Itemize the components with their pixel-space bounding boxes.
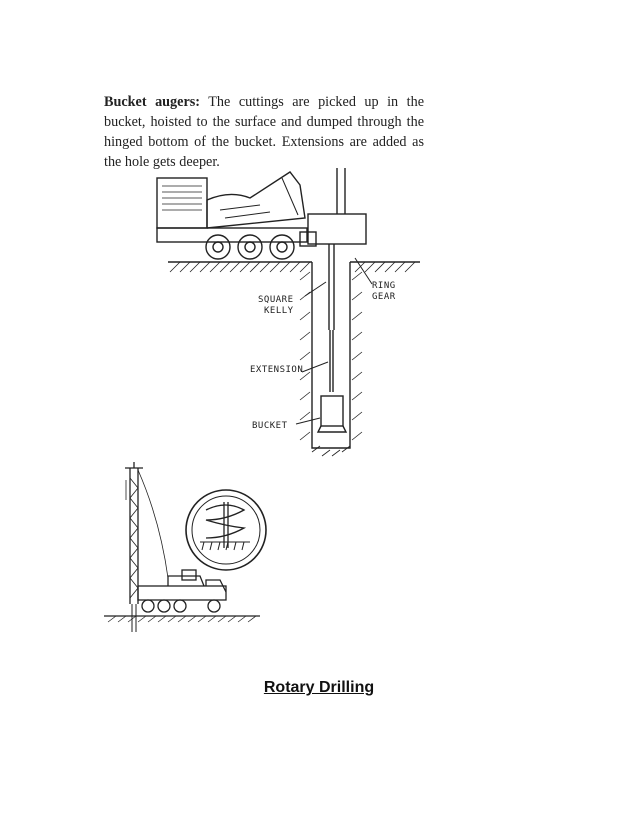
drill-rig-figure [104,462,266,632]
paragraph-body: The cuttings are picked up in the bucket, hoisted to the surface and dumped through the hinged bottom of the bucket. Extensions are added as the hole gets deeper. [104,94,424,171]
truck-cab [157,178,207,228]
truck-wheel-2 [238,235,262,259]
borehole-walls [312,262,350,448]
rig-truck-body [138,586,226,600]
rig-wheel-1 [142,600,154,612]
square-kelly [329,244,334,330]
auger-inset-circle [186,490,266,570]
rig-wheel-3 [174,600,186,612]
truck-wheel-3 [270,235,294,259]
rig-wheel-2 [158,600,170,612]
label-kelly: KELLY [264,306,294,316]
rig-wheel-4 [208,600,220,612]
auger-flight-icon [206,502,244,548]
paragraph-lead: Bucket augers: [104,94,200,111]
figure-caption: Rotary Drilling [263,679,375,696]
label-bucket: BUCKET [252,421,288,431]
auger-bucket [321,396,343,426]
extension-rod [330,330,333,392]
truck-boom [207,172,305,228]
truck-wheel-1 [206,235,230,259]
label-ring: RING [372,281,396,291]
mast [337,168,345,214]
label-gear: GEAR [372,292,396,302]
rotary-table [308,214,366,244]
label-extension: EXTENSION [250,365,304,375]
label-square: SQUARE [258,295,294,305]
